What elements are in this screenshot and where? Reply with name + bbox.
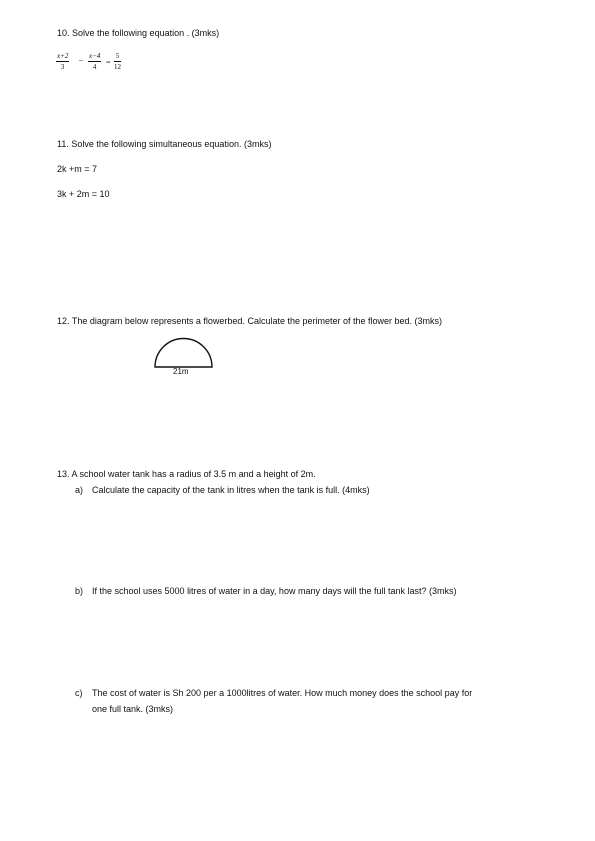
- diameter-label: 21m: [173, 367, 189, 376]
- question-11-title: 11. Solve the following simultaneous equation. (3mks): [57, 139, 272, 149]
- part-c-text-line-1: The cost of water is Sh 200 per a 1000litres of water. How much money does the school pay for: [92, 688, 473, 698]
- equation-2: 3k + 2m = 10: [57, 189, 110, 199]
- question-12-title: 12. The diagram below represents a flowerbed. Calculate the perimeter of the flower bed. (3mks): [57, 316, 443, 326]
- fraction-x-plus-2-over-3: [56, 53, 69, 71]
- fraction-denominator: 3: [60, 63, 65, 71]
- part-b-text: If the school uses 5000 litres of water in a day, how many days will the full tank last? (3mks): [92, 586, 457, 596]
- fraction-denominator: 4: [92, 63, 97, 71]
- part-c-label: c): [75, 688, 83, 698]
- fraction-numerator: x−4: [89, 52, 101, 60]
- minus-sign: –: [79, 55, 83, 64]
- part-c-text-line-2: one full tank. (3mks): [92, 704, 174, 714]
- part-a-label: a): [75, 485, 84, 495]
- semicircle-shape: [155, 339, 212, 368]
- semicircle-flowerbed-diagram: [150, 332, 218, 372]
- question-10-title: 10. Solve the following equation . (3mks): [57, 28, 220, 38]
- fraction-denominator: 12: [114, 63, 121, 71]
- part-b-label: b): [75, 586, 84, 596]
- question-13-title: 13. A school water tank has a radius of 3.5 m and a height of 2m.: [57, 469, 316, 479]
- equals-sign: =: [106, 58, 111, 67]
- fraction-x-minus-4-over-4: [88, 53, 101, 71]
- equation-1: 2k +m = 7: [57, 164, 98, 174]
- fraction-numerator: 5: [115, 52, 120, 60]
- fraction-numerator: x+2: [57, 52, 69, 60]
- part-a-text: Calculate the capacity of the tank in litres when the tank is full. (4mks): [92, 485, 370, 495]
- fraction-5-over-12: [114, 53, 121, 71]
